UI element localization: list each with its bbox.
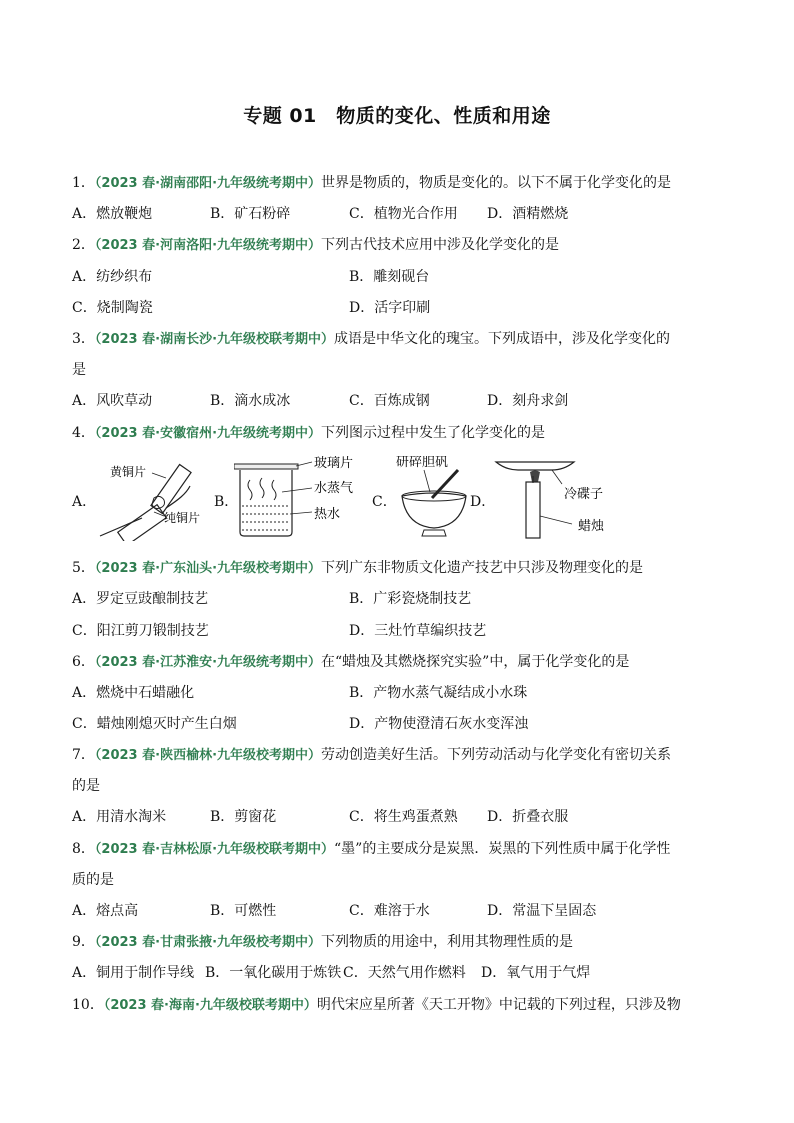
q7-option-b: B．剪窗花 (210, 809, 277, 825)
q7-option-a: A．用清水淘米 (72, 809, 167, 825)
question-7-stem-cont: 的是 (72, 778, 100, 794)
q7-option-c: C．将生鸡蛋煮熟 (349, 809, 458, 825)
q3-option-b: B．滴水成冰 (210, 393, 291, 409)
q2-option-d: D．活字印刷 (349, 300, 431, 316)
q5-option-c: C．阳江剪刀锻制技艺 (72, 623, 209, 639)
question-5-stem: 5．（2023 春·广东汕头·九年级校考期中）下列广东非物质文化遗产技艺中只涉及物理变化的是 (72, 560, 644, 576)
q9-option-c: C．天然气用作燃料 (343, 965, 466, 981)
q6-option-c: C．蜡烛刚熄灭时产生白烟 (72, 716, 237, 732)
q4-option-d: D． (470, 494, 496, 510)
question-9-stem: 9．（2023 春·甘肃张掖·九年级校考期中）下列物质的用途中，利用其物理性质的是 (72, 934, 574, 950)
q3-option-a: A．风吹草动 (72, 393, 153, 409)
q3-option-d: D．刻舟求剑 (487, 393, 569, 409)
question-2-stem: 2．（2023 春·河南洛阳·九年级统考期中）下列古代技术应用中涉及化学变化的是 (72, 237, 560, 253)
figure-label-vapor: 水蒸气 (314, 481, 354, 496)
figure-label-hot-water: 热水 (314, 507, 341, 522)
q4-option-c: C． (372, 494, 397, 510)
question-source: （2023 春·甘肃张掖·九年级校考期中） (94, 935, 322, 950)
q2-option-c: C．烧制陶瓷 (72, 300, 153, 316)
question-source: （2023 春·海南·九年级校联考期中） (103, 998, 317, 1013)
brass-copper-scratch-figure (94, 456, 204, 541)
q5-option-b: B．广彩瓷烧制技艺 (349, 591, 472, 607)
q3-option-c: C．百炼成钢 (349, 393, 430, 409)
question-3-stem-cont: 是 (72, 362, 86, 378)
q9-option-a: A．铜用于制作导线 (72, 965, 195, 981)
q1-option-d: D．酒精燃烧 (487, 206, 569, 222)
q8-option-d: D．常温下呈固态 (487, 903, 597, 919)
question-source: （2023 春·湖南长沙·九年级校联考期中） (94, 332, 335, 347)
q1-option-c: C．植物光合作用 (349, 206, 458, 222)
q2-option-a: A．纺纱织布 (72, 269, 153, 285)
figure-label-pure-copper: 纯铜片 (164, 511, 201, 525)
question-source: （2023 春·湖南邵阳·九年级统考期中） (94, 176, 322, 191)
q6-option-d: D．产物使澄清石灰水变浑浊 (349, 716, 529, 732)
q8-option-a: A．熔点高 (72, 903, 139, 919)
question-10-stem: 10．（2023 春·海南·九年级校联考期中）明代宋应星所著《天工开物》中记载的下列过程，只涉及物 (72, 997, 681, 1013)
q1-option-b: B．矿石粉碎 (210, 206, 291, 222)
question-4-stem: 4．（2023 春·安徽宿州·九年级统考期中）下列图示过程中发生了化学变化的是 (72, 425, 546, 441)
q4-option-a: A． (72, 494, 97, 510)
question-6-stem: 6．（2023 春·江苏淮安·九年级统考期中）在“蜡烛及其燃烧探究实验”中，属于化学变化的是 (72, 654, 630, 670)
question-source: （2023 春·广东汕头·九年级校考期中） (94, 561, 322, 576)
q5-option-d: D．三灶竹草编织技艺 (349, 623, 487, 639)
question-source: （2023 春·吉林松原·九年级校联考期中） (94, 842, 335, 857)
question-7-stem: 7．（2023 春·陕西榆林·九年级校考期中）劳动创造美好生活。下列劳动活动与化学变化有密切关系 (72, 747, 672, 763)
q8-option-b: B．可燃性 (210, 903, 277, 919)
figure-label-candle: 蜡烛 (578, 519, 605, 534)
question-source: （2023 春·河南洛阳·九年级统考期中） (94, 238, 322, 253)
page-title: 专题 01 物质的变化、性质和用途 (243, 105, 551, 127)
q6-option-a: A．燃烧中石蜡融化 (72, 685, 195, 701)
figure-label-glass: 玻璃片 (314, 456, 354, 471)
question-1-stem: 1．（2023 春·湖南邵阳·九年级统考期中）世界是物质的，物质是变化的。以下不属于化学变化的是 (72, 175, 672, 191)
figure-label-cold-dish: 冷碟子 (564, 487, 604, 502)
q1-option-a: A．燃放鞭炮 (72, 206, 153, 222)
question-source: （2023 春·陕西榆林·九年级校考期中） (94, 748, 322, 763)
question-4-figures (72, 456, 632, 546)
question-source: （2023 春·江苏淮安·九年级统考期中） (94, 655, 322, 670)
question-8-stem-cont: 质的是 (72, 872, 114, 888)
q9-option-d: D．氧气用于气焊 (481, 965, 591, 981)
q7-option-d: D．折叠衣服 (487, 809, 569, 825)
q4-option-b: B． (214, 494, 239, 510)
question-8-stem: 8．（2023 春·吉林松原·九年级校联考期中）“墨”的主要成分是炭黑．炭黑的下列性质中属于化学性 (72, 841, 671, 857)
steam-beaker-figure (234, 456, 384, 541)
figure-label-grinding: 研碎胆矾 (396, 456, 449, 470)
question-source: （2023 春·安徽宿州·九年级统考期中） (94, 426, 322, 441)
cold-dish-candle-figure (492, 456, 632, 541)
q6-option-b: B．产物水蒸气凝结成小水珠 (349, 685, 528, 701)
q9-option-b: B．一氧化碳用于炼铁 (205, 965, 342, 981)
figure-label-brass: 黄铜片 (110, 465, 147, 479)
q2-option-b: B．雕刻砚台 (349, 269, 430, 285)
q8-option-c: C．难溶于水 (349, 903, 430, 919)
q5-option-a: A．罗定豆豉酿制技艺 (72, 591, 209, 607)
question-3-stem: 3．（2023 春·湖南长沙·九年级校联考期中）成语是中华文化的瑰宝。下列成语中，涉及化学变化的 (72, 331, 671, 347)
